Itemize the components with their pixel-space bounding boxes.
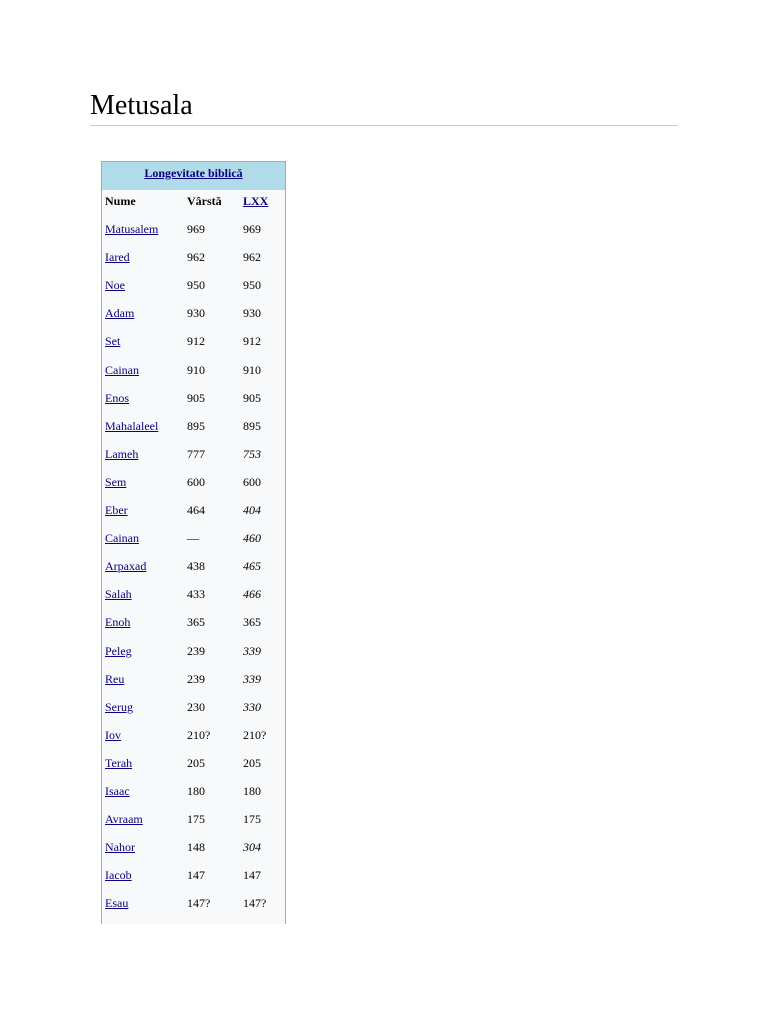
person-name-link[interactable]: Noe	[105, 278, 125, 293]
person-name-link[interactable]: Arpaxad	[105, 559, 147, 574]
lxx-value: 912	[243, 334, 261, 349]
lxx-value: 466	[243, 587, 261, 602]
column-header-lxx-link[interactable]: LXX	[243, 194, 269, 208]
age-value: 230	[187, 699, 205, 714]
age-value: 438	[187, 559, 205, 574]
lxx-value: 962	[243, 250, 261, 265]
infobox-header	[102, 162, 285, 190]
table-row	[102, 583, 285, 611]
title-divider	[90, 125, 678, 126]
table-row	[102, 808, 285, 836]
age-value: 205	[187, 755, 205, 770]
person-name-link[interactable]: Iov	[105, 727, 121, 742]
table-row	[102, 836, 285, 864]
person-name-link[interactable]: Enoh	[105, 615, 131, 630]
table-row	[102, 471, 285, 499]
table-row	[102, 387, 285, 415]
lxx-value: 175	[243, 812, 261, 827]
person-name-link[interactable]: Iared	[105, 250, 130, 265]
person-name-link[interactable]: Reu	[105, 671, 125, 686]
lxx-value: 365	[243, 615, 261, 630]
lxx-value: 147	[243, 868, 261, 883]
longevity-infobox	[101, 161, 286, 924]
lxx-value: 895	[243, 418, 261, 433]
column-header-age: Vârstă	[187, 194, 222, 208]
lxx-value: 600	[243, 474, 261, 489]
age-value: —	[187, 531, 199, 546]
age-value: 180	[187, 783, 205, 798]
lxx-value: 905	[243, 390, 261, 405]
table-row	[102, 499, 285, 527]
age-value: 239	[187, 671, 205, 686]
person-name-link[interactable]: Peleg	[105, 643, 132, 658]
table-row	[102, 359, 285, 387]
lxx-value: 304	[243, 840, 261, 855]
lxx-value: 969	[243, 222, 261, 237]
age-value: 895	[187, 418, 205, 433]
age-value: 148	[187, 840, 205, 855]
age-value: 600	[187, 474, 205, 489]
age-value: 464	[187, 503, 205, 518]
person-name-link[interactable]: Nahor	[105, 840, 135, 855]
age-value: 147?	[187, 896, 211, 911]
table-row	[102, 218, 285, 246]
age-value: 910	[187, 362, 205, 377]
lxx-value: 330	[243, 699, 261, 714]
lxx-value: 339	[243, 643, 261, 658]
person-name-link[interactable]: Set	[105, 334, 121, 349]
age-value: 210?	[187, 727, 211, 742]
age-value: 930	[187, 306, 205, 321]
age-value: 365	[187, 615, 205, 630]
table-row	[102, 668, 285, 696]
lxx-value: 930	[243, 306, 261, 321]
table-row	[102, 780, 285, 808]
table-row	[102, 696, 285, 724]
table-row	[102, 415, 285, 443]
person-name-link[interactable]: Cainan	[105, 531, 139, 546]
table-row	[102, 443, 285, 471]
lxx-value: 950	[243, 278, 261, 293]
table-row	[102, 724, 285, 752]
infobox-rows	[102, 218, 285, 920]
lxx-value: 339	[243, 671, 261, 686]
age-value: 950	[187, 278, 205, 293]
lxx-value: 147?	[243, 896, 267, 911]
age-value: 905	[187, 390, 205, 405]
table-row	[102, 611, 285, 639]
lxx-value: 205	[243, 755, 261, 770]
age-value: 239	[187, 643, 205, 658]
table-row	[102, 864, 285, 892]
lxx-value: 753	[243, 446, 261, 461]
person-name-link[interactable]: Salah	[105, 587, 132, 602]
person-name-link[interactable]: Cainan	[105, 362, 139, 377]
table-row	[102, 274, 285, 302]
lxx-value: 404	[243, 503, 261, 518]
person-name-link[interactable]: Isaac	[105, 783, 130, 798]
table-row	[102, 246, 285, 274]
table-row	[102, 330, 285, 358]
person-name-link[interactable]: Mahalaleel	[105, 418, 159, 433]
page-title: Metusala	[90, 90, 193, 121]
person-name-link[interactable]: Enos	[105, 390, 129, 405]
age-value: 175	[187, 812, 205, 827]
infobox-header-link[interactable]: Longevitate biblică	[144, 166, 243, 180]
table-row	[102, 892, 285, 920]
person-name-link[interactable]: Matusalem	[105, 222, 159, 237]
table-row	[102, 302, 285, 330]
person-name-link[interactable]: Lameh	[105, 446, 139, 461]
person-name-link[interactable]: Terah	[105, 755, 133, 770]
person-name-link[interactable]: Adam	[105, 306, 135, 321]
lxx-value: 910	[243, 362, 261, 377]
lxx-value: 210?	[243, 727, 267, 742]
table-row	[102, 640, 285, 668]
lxx-value: 180	[243, 783, 261, 798]
age-value: 962	[187, 250, 205, 265]
column-header-name: Nume	[105, 194, 136, 208]
person-name-link[interactable]: Serug	[105, 699, 133, 714]
lxx-value: 465	[243, 559, 261, 574]
lxx-value: 460	[243, 531, 261, 546]
person-name-link[interactable]: Iacob	[105, 868, 132, 883]
table-row	[102, 527, 285, 555]
age-value: 147	[187, 868, 205, 883]
column-header-row	[102, 190, 285, 218]
age-value: 969	[187, 222, 205, 237]
table-row	[102, 555, 285, 583]
person-name-link[interactable]: Eber	[105, 503, 128, 518]
person-name-link[interactable]: Sem	[105, 474, 127, 489]
person-name-link[interactable]: Esau	[105, 896, 129, 911]
age-value: 433	[187, 587, 205, 602]
age-value: 912	[187, 334, 205, 349]
person-name-link[interactable]: Avraam	[105, 812, 143, 827]
age-value: 777	[187, 446, 205, 461]
table-row	[102, 752, 285, 780]
